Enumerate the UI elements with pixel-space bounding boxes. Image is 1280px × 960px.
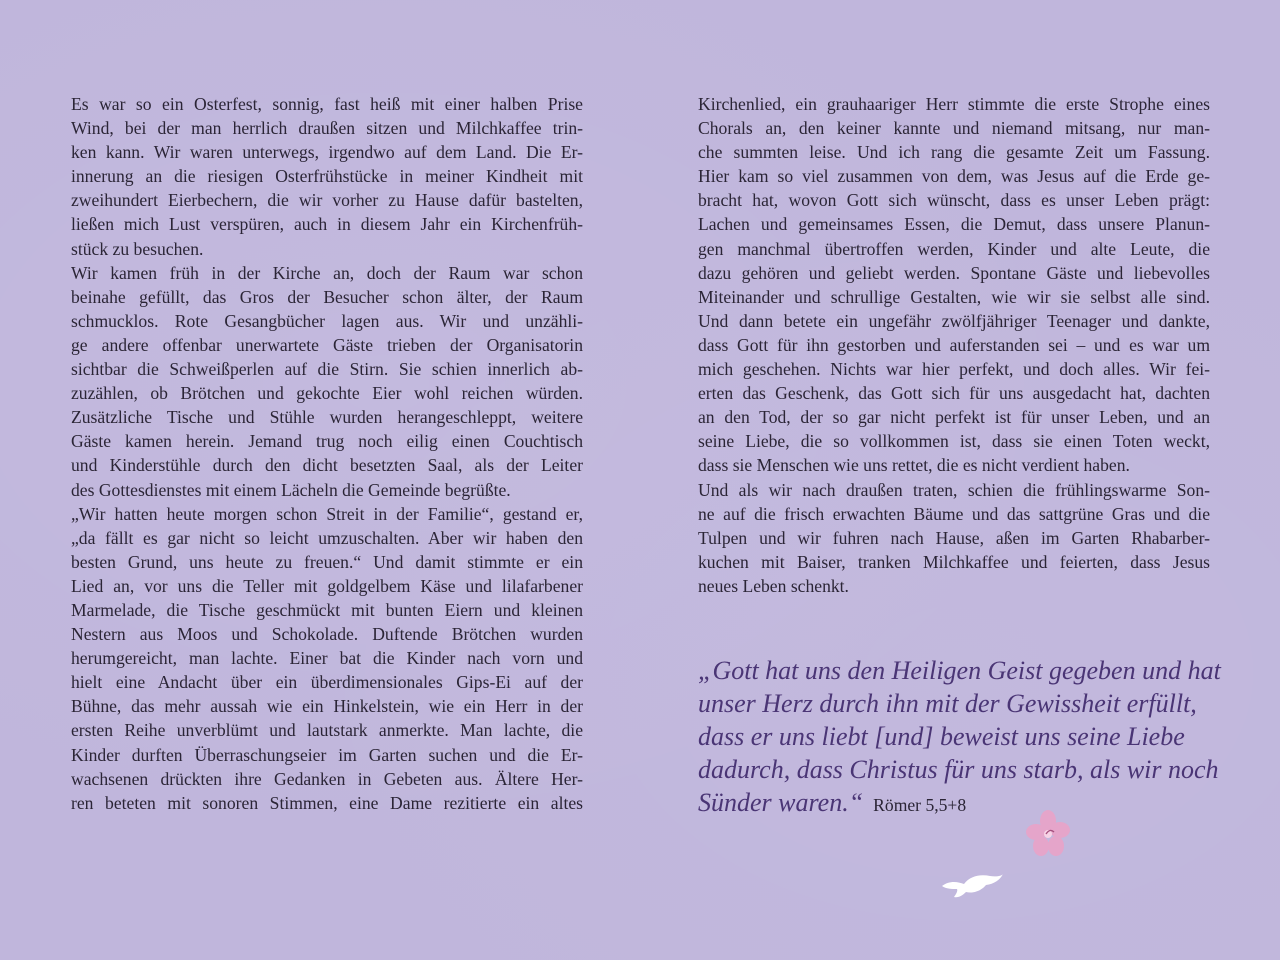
text-line: hielt eine Andacht über ein überdimensionales Gips-Ei auf der (71, 672, 583, 693)
text-line: ge andere offenbar unerwartete Gäste trieben der Organisatorin (71, 334, 583, 355)
text-line: dazu gehören und geliebt werden. Spontane Gäste und liebevolles (698, 262, 1210, 283)
text-line: schmucklos. Rote Gesangbücher lagen aus. Wir und unzähli- (71, 310, 583, 331)
quote-line: dass er uns liebt [und] beweist uns seine Liebe (698, 722, 1185, 751)
text-line: Hier kam so viel zusammen von dem, was Jesus auf die Erde ge- (698, 166, 1210, 187)
text-line: seine Liebe, die so vollkommen ist, dass sie einen Toten weckt, (698, 431, 1210, 452)
text-line: Wind, bei der man herrlich draußen sitzen und Milchkaffee trin- (71, 118, 583, 139)
text-line: herumgereicht, man lachte. Einer bat die Kinder nach vorn und (71, 648, 583, 669)
quote-line-text: Sünder waren.“ (698, 788, 864, 817)
text-line: Tulpen und wir fuhren nach Hause, aßen im Garten Rhabarber- (698, 527, 1210, 548)
text-line: Bühne, das mehr aussah wie ein Hinkelstein, wie ein Herr in der (71, 696, 583, 717)
text-line: Zusätzliche Tische und Stühle wurden herangeschleppt, weitere (71, 407, 583, 428)
text-line: Gäste kamen herein. Jemand trug noch eilig einen Couchtisch (71, 431, 583, 452)
text-line: Wir kamen früh in der Kirche an, doch der Raum war schon (71, 262, 583, 283)
text-line: ne auf die frisch erwachten Bäume und das sattgrüne Gras und die (698, 503, 1210, 524)
text-line: „Wir hatten heute morgen schon Streit in der Familie“, gestand er, (71, 503, 583, 524)
text-line: Und dann betete ein ungefähr zwölfjähriger Teenager und dankte, (698, 310, 1210, 331)
text-line: Nestern aus Moos und Schokolade. Duftende Brötchen wurden (71, 624, 583, 645)
text-line: che summten leise. Und ich rang die gesamte Zeit um Fassung. (698, 142, 1210, 163)
text-line: „da fällt es gar nicht so leicht umzuschalten. Aber wir haben den (71, 527, 583, 548)
text-line: ken kann. Wir waren unterwegs, irgendwo auf dem Land. Die Er- (71, 142, 583, 163)
text-line: mich geschehen. Nichts war hier perfekt, und doch alles. Wir fei- (698, 359, 1210, 380)
quote-line: „Gott hat uns den Heiligen Geist gegeben und hat (698, 656, 1221, 685)
text-line: Und als wir nach draußen traten, schien die frühlingswarme Son- (698, 479, 1210, 500)
text-line: des Gottesdienstes mit einem Lächeln die Gemeinde begrüßte. (71, 479, 511, 500)
text-line: an den Tod, der so gar nicht perfekt ist für unser Leben, und an (698, 407, 1210, 428)
text-line: Miteinander und schrullige Gestalten, wie wir sie selbst alle sind. (698, 286, 1210, 307)
text-line: und Kinderstühle durch den dicht besetzten Saal, als der Leiter (71, 455, 583, 476)
quote-line: dadurch, dass Christus für uns starb, als wir noch (698, 755, 1219, 784)
text-line: erten das Geschenk, das Gott sich für uns ausgedacht hat, dachten (698, 383, 1210, 404)
quote-line-last (698, 786, 1218, 819)
text-line: dass Gott für ihn gestorben und auferstanden sei – und es war um (698, 334, 1210, 355)
text-line: Lachen und gemeinsames Essen, die Demut, dass unsere Planun- (698, 214, 1210, 235)
text-line: innerung an die riesigen Osterfrühstücke in meiner Kindheit mit (71, 166, 583, 187)
flower-icon (1024, 808, 1072, 858)
right-page-text (698, 92, 1210, 598)
text-line: zuzählen, ob Brötchen und gekochte Eier wohl reichen würden. (71, 383, 583, 404)
text-line: zweihundert Eierbechern, die wir vorher zu Hause dafür bastelten, (71, 190, 583, 211)
quote-line: unser Herz durch ihn mit der Gewissheit erfüllt, (698, 689, 1197, 718)
text-line: dass sie Menschen wie uns rettet, die es nicht verdient haben. (698, 455, 1130, 476)
text-line: gen manchmal übertroffen werden, Kinder und alte Leute, die (698, 238, 1210, 259)
text-line: wachsenen drückten ihre Gedanken in Gebeten aus. Ältere Her- (71, 768, 583, 789)
text-line: beinahe gefüllt, das Gros der Besucher schon älter, der Raum (71, 286, 583, 307)
text-line: Kirchenlied, ein grauhaariger Herr stimmte die erste Strophe eines (698, 94, 1210, 114)
text-line: stück zu besuchen. (71, 238, 204, 259)
text-line: Marmelade, die Tische geschmückt mit bunten Eiern und kleinen (71, 599, 583, 620)
text-line: Lied an, vor uns die Teller mit goldgelbem Käse und lilafarbener (71, 575, 583, 596)
quote-reference: Römer 5,5+8 (873, 795, 967, 815)
text-line: bracht hat, wovon Gott sich wünscht, dass es unser Leben prägt: (698, 190, 1210, 211)
text-line: Es war so ein Osterfest, sonnig, fast heiß mit einer halben Prise (71, 94, 583, 114)
text-line: ließen mich Lust verspüren, auch in diesem Jahr ein Kirchenfrüh- (71, 214, 583, 235)
left-page-text (71, 92, 583, 815)
text-line: ren beteten mit sonoren Stimmen, eine Dame rezitierte ein altes (71, 792, 583, 813)
text-line: sichtbar die Schweißperlen auf die Stirn. Sie schien innerlich ab- (71, 359, 583, 380)
text-line: besten Grund, uns heute zu freuen.“ Und damit stimmte er ein (71, 551, 583, 572)
text-line: ersten Reihe unverblümt und lautstark anmerkte. Man lachte, die (71, 720, 583, 741)
text-line: Chorals an, den keiner kannte und niemand mitsang, nur man- (698, 118, 1210, 139)
text-line: neues Leben schenkt. (698, 575, 849, 596)
bible-quote (698, 654, 1221, 819)
text-line: Kinder durften Überraschungseier im Garten suchen und die Er- (71, 744, 583, 765)
bird-icon (940, 870, 1004, 900)
text-line: kuchen mit Baiser, tranken Milchkaffee und feierten, dass Jesus (698, 551, 1210, 572)
